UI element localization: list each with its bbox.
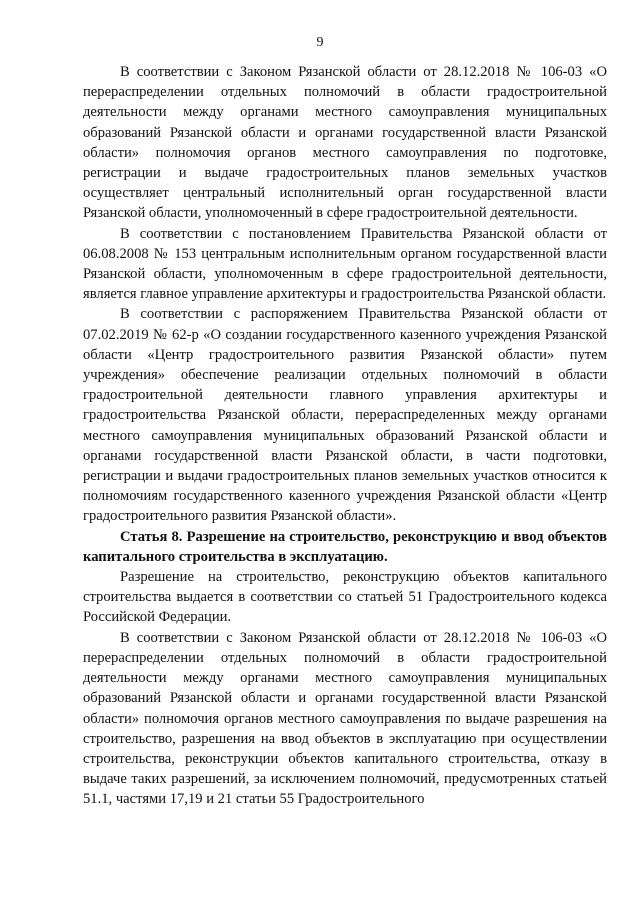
paragraph-building-permit: Разрешение на строительство, реконструкцию объектов капитального строительства выдается в соответствии со статьей 51 Градостроительного кодекса Российской Федерации.: [83, 569, 607, 626]
paragraph-government-resolution: В соответствии с постановлением Правительства Рязанской области от 06.08.2008 № 153 центральным исполнительным органом государственной власти Рязанской области, уполномоченным в сфере градостроительной деятельности, является главное управление архитектуры и градостроительства Рязанской области.: [83, 225, 607, 303]
document-body: [83, 62, 607, 810]
paragraph-government-order: В соответствии с распоряжением Правительства Рязанской области от 07.02.2019 № 62-р «О создании государственного казенного учреждения Рязанской области «Центр градостроительного развития Рязанской области» путем учреждения» обеспечение реализации отдельных полномочий в области градостроительной деятельности главного управления архитектуры и градостроительства Рязанской области, перераспределенных между органами местного самоуправления муниципальных образований Рязанской области и органами государственной власти Рязанской области, в части подготовки, регистрации и выдачи градостроительных планов земельных участков относится к полномочиям государственного казенного учреждения Рязанской области «Центр градостроительного развития Рязанской области».: [83, 306, 607, 525]
paragraph-regional-law-planning: В соответствии с Законом Рязанской области от 28.12.2018 № 106-03 «О перераспределении отдельных полномочий в области градостроительной деятельности между органами местного самоуправления муниципальных образований Рязанской области и органами государственной власти Рязанской области» полномочия органов местного самоуправления по подготовке, регистрации и выдаче градостроительных планов земельных участков осуществляет центральный исполнительный орган государственной власти Рязанской области, уполномоченный в сфере градостроительной деятельности.: [83, 64, 607, 222]
paragraph-regional-law-permits: В соответствии с Законом Рязанской области от 28.12.2018 № 106-03 «О перераспределении отдельных полномочий в области градостроительной деятельности между органами местного самоуправления муниципальных образований Рязанской области и органами государственной власти Рязанской области» полномочия органов местного самоуправления по выдаче разрешения на строительство, разрешения на ввод объектов в эксплуатацию при осуществлении строительства, реконструкции объектов капитального строительства, отказу в выдаче таких разрешений, за исключением полномочий, предусмотренных статьей 51.1, частями 17,19 и 21 статьи 55 Градостроительного: [83, 629, 607, 808]
article-heading: Статья 8. Разрешение на строительство, реконструкцию и ввод объектов капитального строительства в эксплуатацию.: [83, 528, 607, 565]
page-number: 9: [316, 35, 324, 50]
